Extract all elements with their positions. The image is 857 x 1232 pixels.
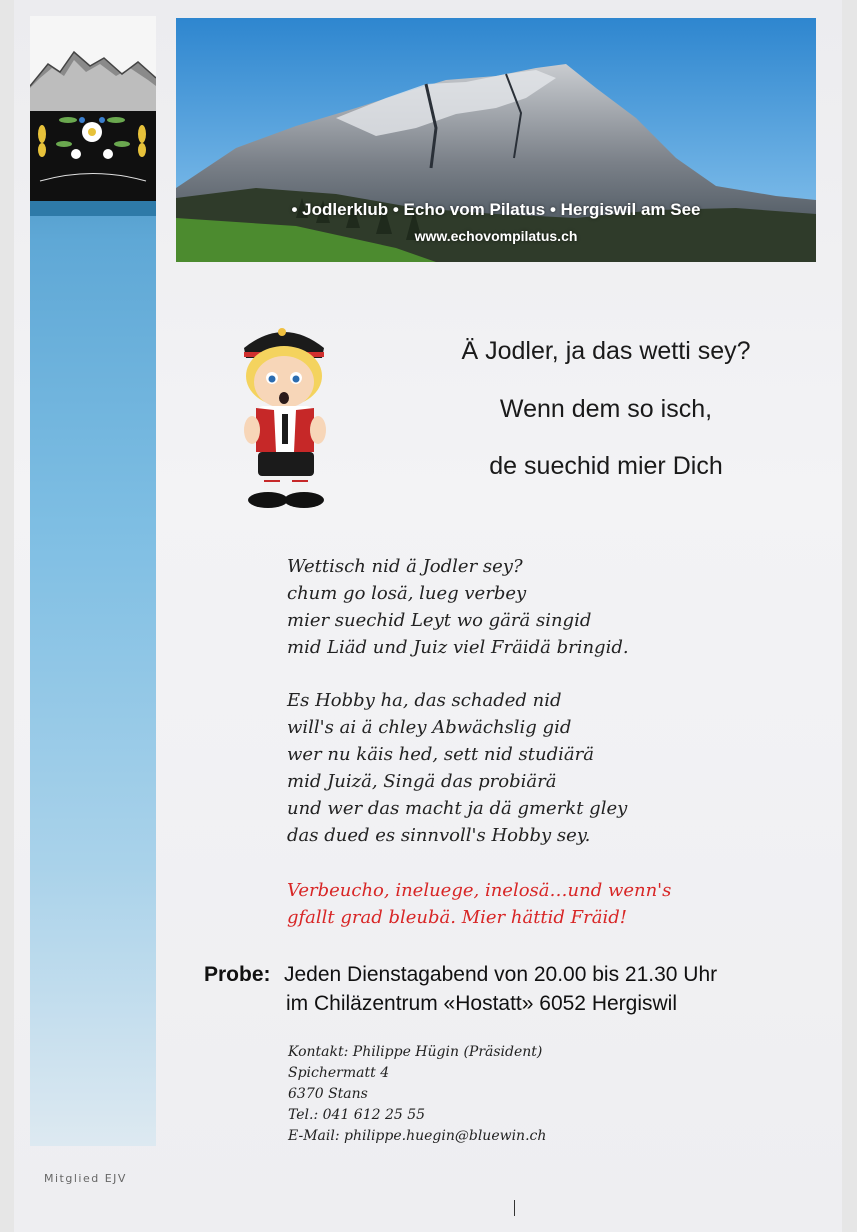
poem-line: das dued es sinnvoll's Hobby sey. <box>287 825 591 846</box>
poem-line: Es Hobby ha, das schaded nid <box>287 690 562 711</box>
rehearsal-info <box>204 960 717 1018</box>
poem-line: chum go losä, lueg verbey <box>287 583 527 604</box>
poem-line: mier suechid Leyt wo gärä singid <box>287 610 592 631</box>
headline-line-2: Wenn dem so isch, <box>499 395 713 423</box>
poem-stanza-1 <box>287 553 629 661</box>
text-cursor <box>514 1200 515 1216</box>
yodeler-boy-icon <box>236 318 336 514</box>
banner-url: www.echovompilatus.ch <box>414 228 578 244</box>
contact-city: 6370 Stans <box>288 1086 368 1102</box>
contact-block <box>288 1042 546 1147</box>
banner-title: • Jodlerklub • Echo vom Pilatus • Hergiswil am See <box>291 200 701 219</box>
contact-phone: Tel.: 041 612 25 55 <box>288 1107 426 1123</box>
member-footer: Mitglied EJV <box>44 1172 127 1185</box>
headline-line-3: de suechid mier Dich <box>489 452 723 480</box>
poem-stanza-2 <box>287 687 627 849</box>
closing-invitation <box>287 877 671 931</box>
headline-line-1: Ä Jodler, ja das wetti sey? <box>461 337 751 365</box>
poem-line: wer nu käis hed, sett nid studiärä <box>287 744 594 765</box>
closing-line: gfallt grad bleubä. Mier hättid Fräid! <box>287 907 628 928</box>
poem-line: Wettisch nid ä Jodler sey? <box>287 556 523 577</box>
poem-line: und wer das macht ja dä gmerkt gley <box>287 798 628 819</box>
closing-line: Verbeucho, ineluege, inelosä…und wenn's <box>287 880 672 901</box>
contact-street: Spichermatt 4 <box>288 1065 390 1081</box>
rehearsal-location: im Chiläzentrum «Hostatt» 6052 Hergiswil <box>286 992 677 1015</box>
rehearsal-time: Jeden Dienstagabend von 20.00 bis 21.30 Uhr <box>284 963 718 986</box>
alpine-emblem-icon <box>30 16 156 216</box>
mountain-banner <box>176 18 816 262</box>
flyer-page <box>14 0 842 1232</box>
poem-line: mid Juizä, Singä das probiärä <box>287 771 557 792</box>
mountain-photo-icon <box>176 18 816 262</box>
poem-line: will's ai ä chley Abwächslig gid <box>287 717 572 738</box>
contact-email[interactable]: E-Mail: philippe.huegin@bluewin.ch <box>288 1128 547 1144</box>
poem-line: mid Liäd und Juiz viel Fräidä bringid. <box>287 637 629 658</box>
rehearsal-label: Probe: <box>204 963 271 986</box>
contact-name: Kontakt: Philippe Hügin (Präsident) <box>288 1044 543 1060</box>
